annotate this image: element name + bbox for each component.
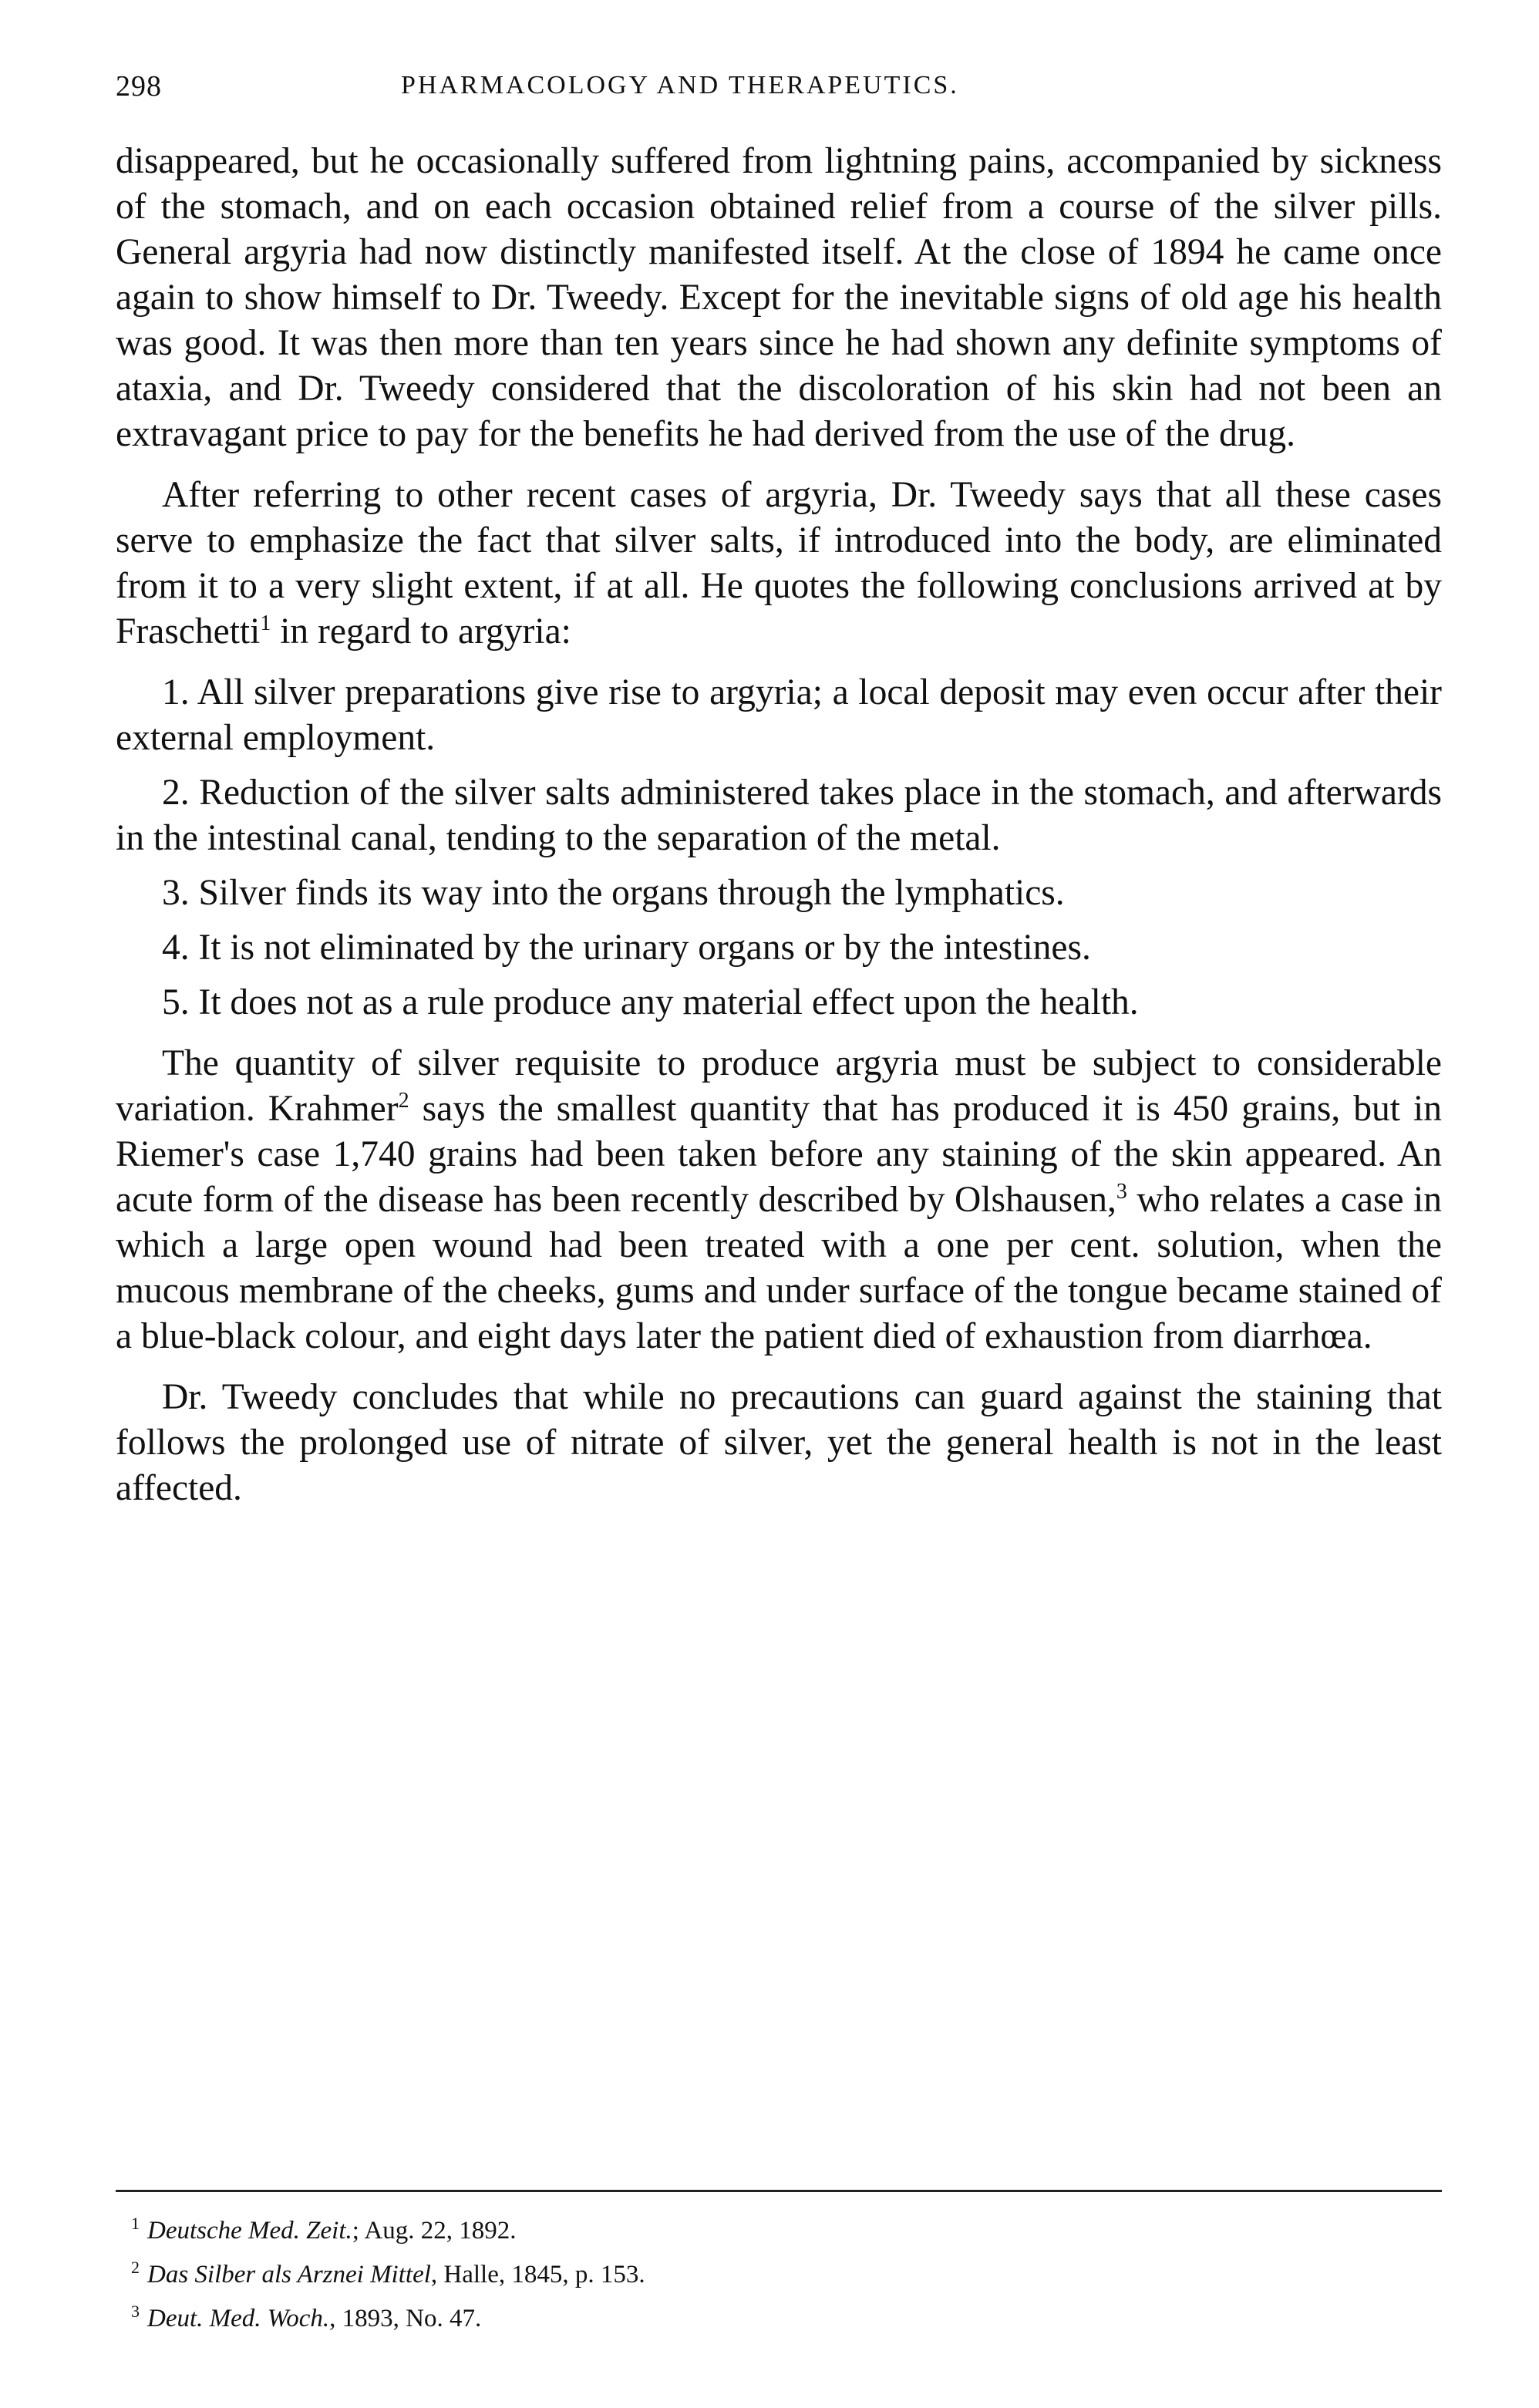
paragraph-text: After referring to other recent cases of argyria, Dr. Tweedy says that all these cases serve to emphasize the fact that silver salts, if introduced into the body, are eliminated from it to a very slight extent, if at all. He quotes the following conclusions arrived at by Fraschetti [116, 475, 1442, 652]
paragraph-quantity [116, 1041, 1442, 1359]
book-page [116, 69, 1442, 2352]
paragraph-continuation: disappeared, but he occasionally suffered from lightning pains, accompanied by sickness of the stomach, and on each occasion obtained relief from a course of the silver pills. General argyria had now distinctly manifested itself. At the close of 1894 he came once again to show himself to Dr. Tweedy. Except for the inevitable signs of old age his health was good. It was then more than ten years since he had shown any definite symptoms of ataxia, and Dr. Tweedy considered that the discoloration of his skin had not been an extravagant price to pay for the benefits he had derived from the use of the drug. [116, 141, 1442, 454]
conclusions-list [116, 670, 1442, 1026]
footnotes [131, 2205, 1442, 2337]
conclusion-item: 2. Reduction of the silver salts administered takes place in the stomach, and afterwards in the intestinal canal, tending to the separation of the metal. [116, 773, 1442, 858]
footnote [131, 2249, 1442, 2293]
footnote-divider [116, 2190, 1442, 2192]
paragraph-fraschetti-intro [116, 473, 1442, 655]
conclusion-item: 1. All silver preparations give rise to argyria; a local deposit may even occur after their external employment. [116, 672, 1442, 758]
footnote [131, 2293, 1442, 2337]
footnote-details: ; Aug. 22, 1892. [352, 2217, 517, 2245]
footnote-mark: 2 [131, 2258, 140, 2277]
footnote-source: Deut. Med. Woch. [147, 2305, 330, 2332]
footnote-reference[interactable]: 2 [398, 1089, 409, 1113]
paragraph-text: who relates a case in which a large open wound had been treated with a one per cent. solution, when the mucous membrane of the cheeks, gums and under surface of the tongue became stained of a blue-black colour, and eight days later the patient died of exhaustion from diarrhœa. [116, 1180, 1443, 1356]
paragraph-text: The quantity of silver requisite to produce argyria must be subject to considerable variation. Krahmer [116, 1043, 1442, 1129]
conclusion-item: 5. It does not as a rule produce any material effect upon the health. [162, 982, 1139, 1022]
conclusion-item: 4. It is not eliminated by the urinary organs or by the intestines. [162, 928, 1091, 968]
main-text [116, 139, 1442, 1511]
page-number: 298 [116, 70, 162, 103]
footnote-reference[interactable]: 1 [260, 611, 271, 636]
footnote-source: Das Silber als Arznei Mittel [147, 2261, 431, 2288]
paragraph-text: in regard to argyria: [271, 611, 571, 652]
conclusion-item: 3. Silver finds its way into the organs through the lymphatics. [162, 873, 1065, 913]
footnote-mark: 3 [131, 2302, 140, 2321]
paragraph-text: says the smallest quantity that has produced it is 450 grains, but in Riemer's case 1,740 grains had been taken before any staining of the skin appeared. An acute form of the disease has been recently described by Olshausen, [116, 1089, 1442, 1220]
footnote-details: , Halle, 1845, p. 153. [430, 2261, 645, 2288]
footnote-source: Deutsche Med. Zeit. [147, 2217, 352, 2245]
footnote-reference[interactable]: 3 [1116, 1180, 1127, 1204]
footnote [131, 2205, 1442, 2249]
page-header [116, 69, 1442, 116]
footnote-details: , 1893, No. 47. [329, 2305, 482, 2332]
paragraph-conclusion: Dr. Tweedy concludes that while no precautions can guard against the staining that follows the prolonged use of nitrate of silver, yet the general health is not in the least affected. [116, 1377, 1442, 1508]
footnote-mark: 1 [131, 2214, 140, 2233]
running-title: PHARMACOLOGY AND THERAPEUTICS. [401, 71, 959, 99]
